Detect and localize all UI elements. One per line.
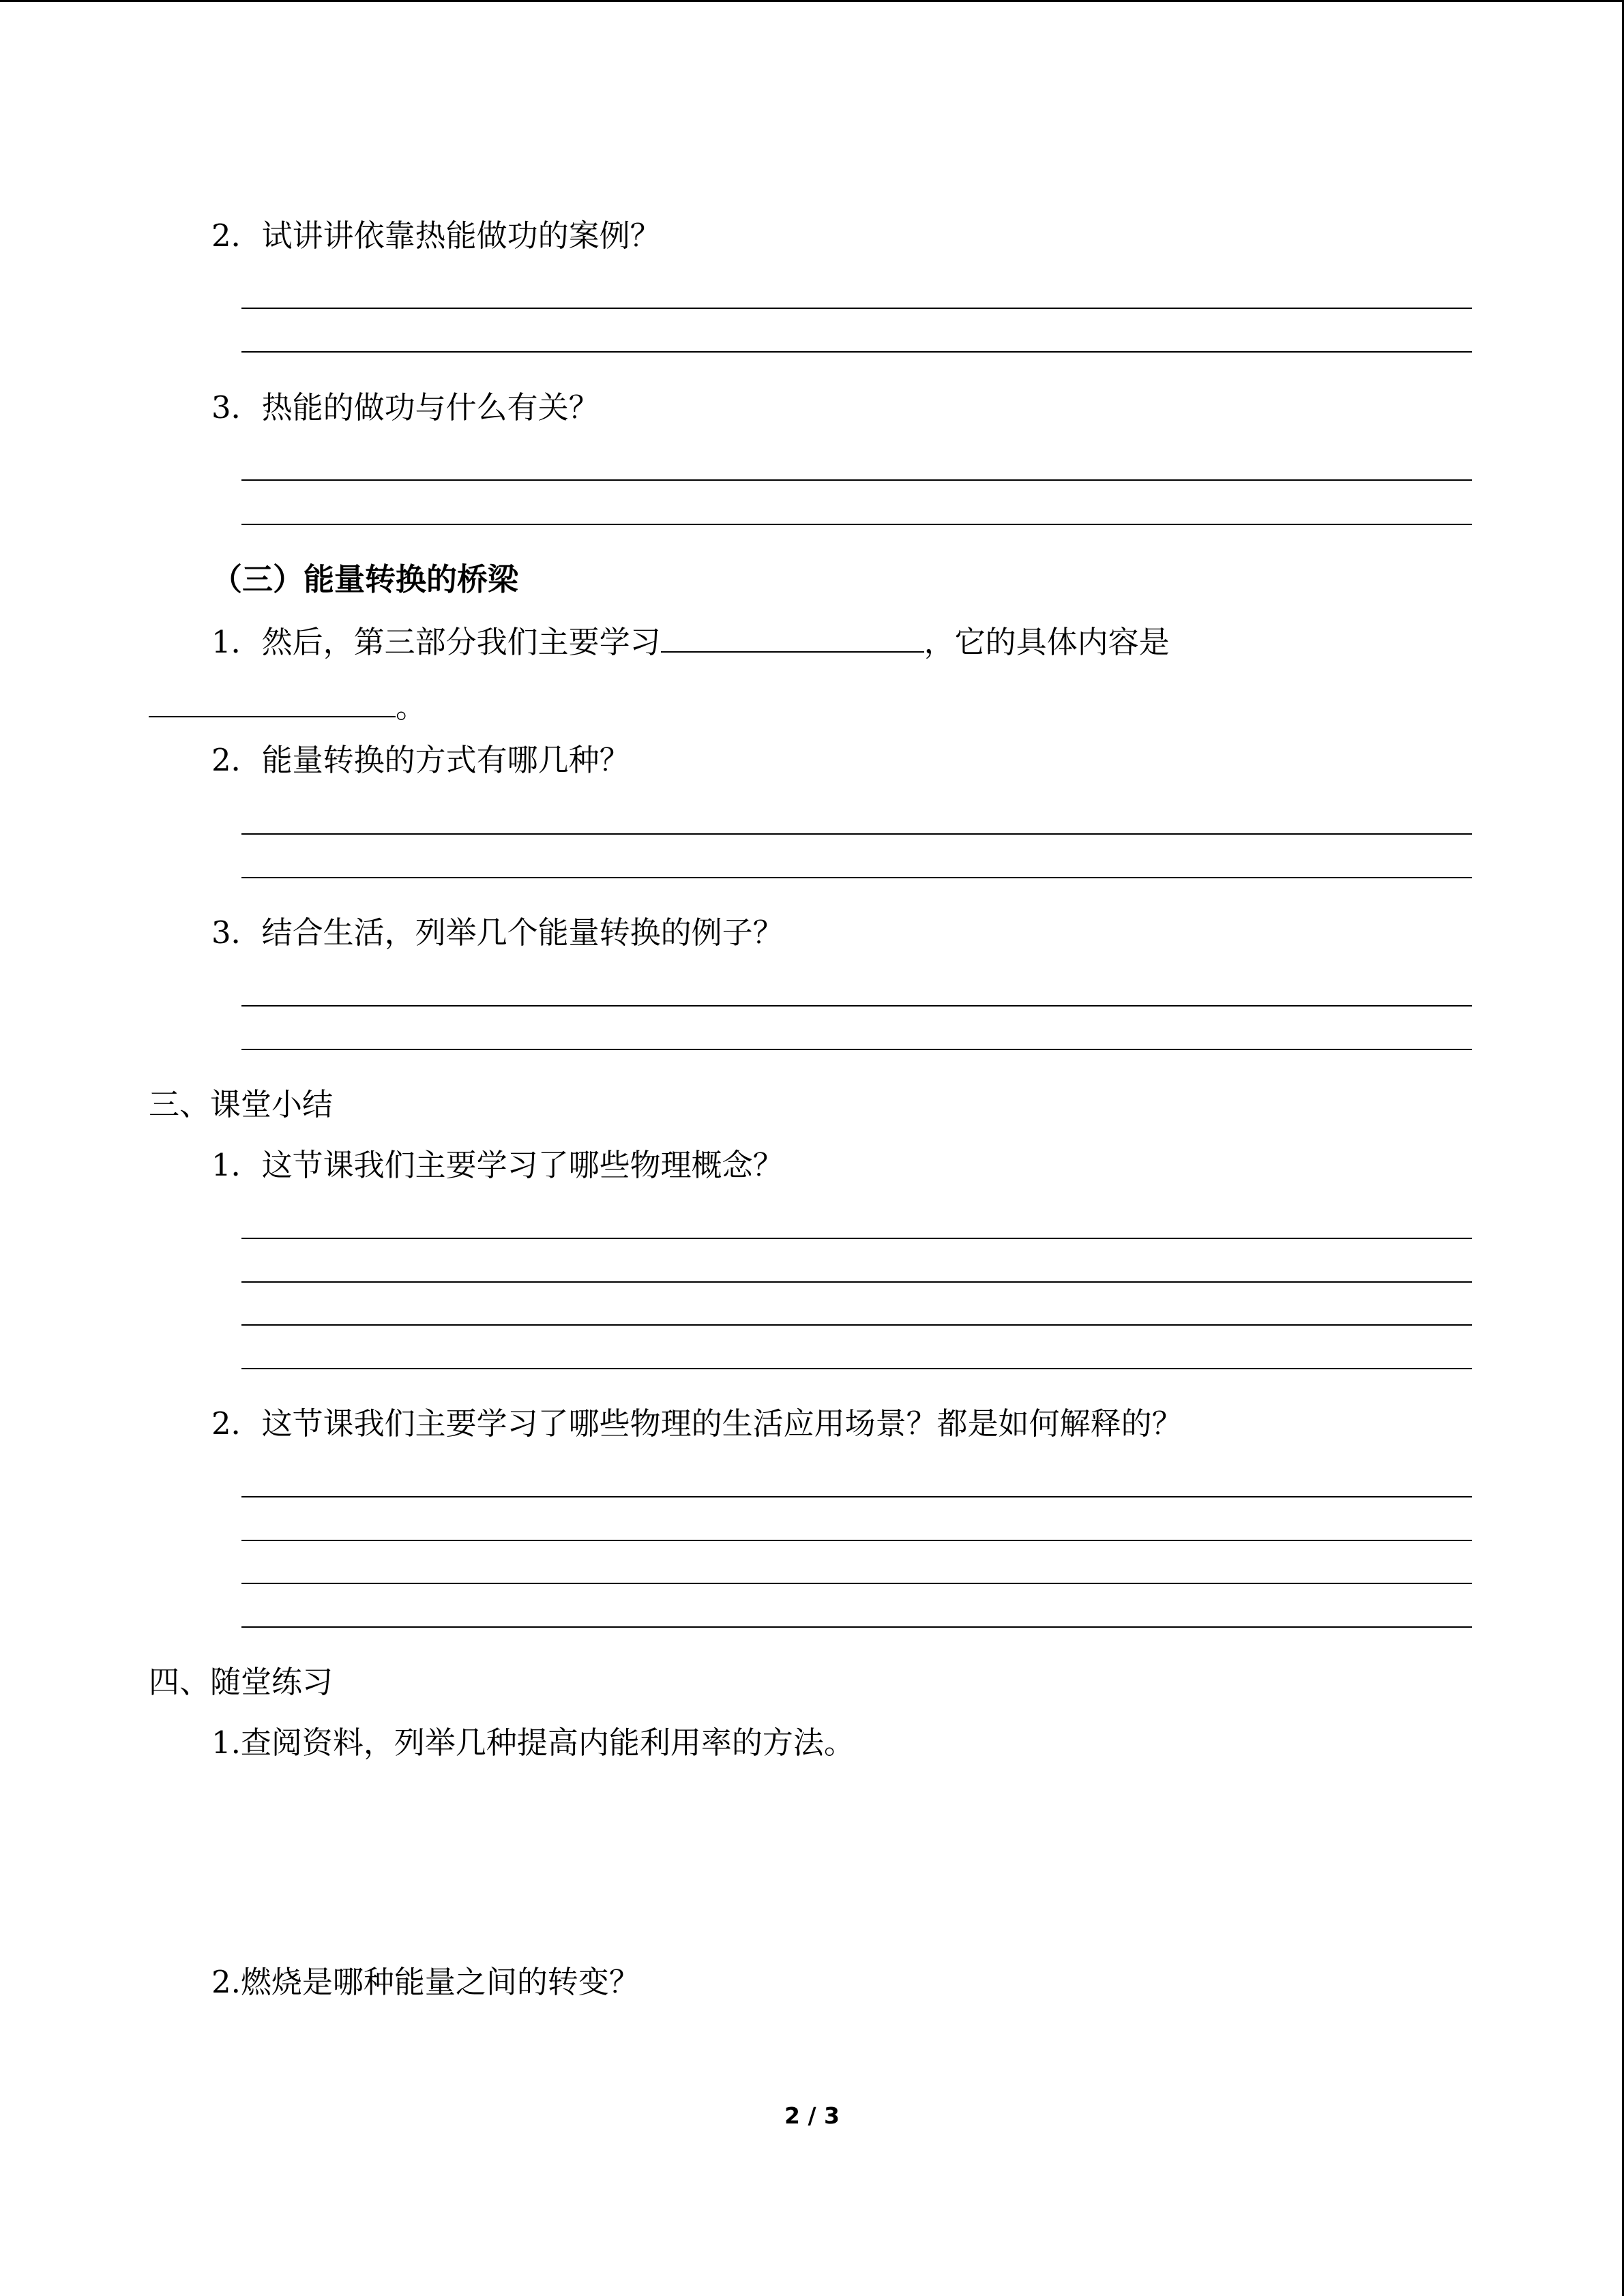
- question-physics-concepts: 1．这节课我们主要学习了哪些物理概念？: [211, 1147, 784, 1183]
- answer-line[interactable]: [241, 1626, 1472, 1628]
- question-conversion-examples: 3．结合生活，列举几个能量转换的例子？: [211, 914, 784, 951]
- answer-line[interactable]: [241, 877, 1472, 878]
- answer-line[interactable]: [241, 1540, 1472, 1541]
- question-part3-topic: [211, 621, 1170, 661]
- section-heading-class-summary: 三、课堂小结: [149, 1086, 334, 1122]
- answer-line[interactable]: [241, 524, 1472, 525]
- question-part3-topic-text: 1．然后，第三部分我们主要学习: [211, 624, 661, 660]
- page-number: 2 / 3: [784, 2102, 840, 2129]
- answer-line[interactable]: [241, 479, 1472, 481]
- answer-line[interactable]: [241, 1281, 1472, 1283]
- answer-line[interactable]: [241, 1368, 1472, 1369]
- answer-line[interactable]: [241, 1583, 1472, 1584]
- question-conversion-methods: 2．能量转换的方式有哪几种？: [211, 742, 630, 778]
- question-part3-period: 。: [396, 689, 427, 725]
- fill-in-blank-topic[interactable]: [661, 621, 924, 653]
- question-part3-content-text: ，它的具体内容是: [924, 624, 1170, 660]
- answer-line[interactable]: [241, 833, 1472, 835]
- section-heading-energy-bridge: （三）能量转换的桥梁: [211, 561, 519, 597]
- answer-line[interactable]: [241, 308, 1472, 309]
- question-life-applications: 2．这节课我们主要学习了哪些物理的生活应用场景？都是如何解释的？: [211, 1405, 1183, 1442]
- answer-line[interactable]: [241, 1049, 1472, 1050]
- question-part3-content-line: [149, 686, 426, 726]
- practice-question-2: 2.燃烧是哪种能量之间的转变？: [211, 1964, 640, 2000]
- question-heat-work-examples: 2．试讲讲依靠热能做功的案例？: [211, 218, 661, 254]
- answer-line[interactable]: [241, 1324, 1472, 1326]
- practice-question-1: 1.查阅资料，列举几种提高内能利用率的方法。: [211, 1725, 855, 1761]
- answer-line[interactable]: [241, 1238, 1472, 1239]
- question-heat-work-factors: 3．热能的做功与什么有关？: [211, 389, 600, 426]
- answer-line[interactable]: [241, 1005, 1472, 1007]
- fill-in-blank-content[interactable]: [149, 686, 396, 717]
- answer-line[interactable]: [241, 351, 1472, 353]
- answer-line[interactable]: [241, 1496, 1472, 1497]
- page-border-top: [0, 0, 1624, 2]
- section-heading-practice: 四、随堂练习: [149, 1664, 334, 1700]
